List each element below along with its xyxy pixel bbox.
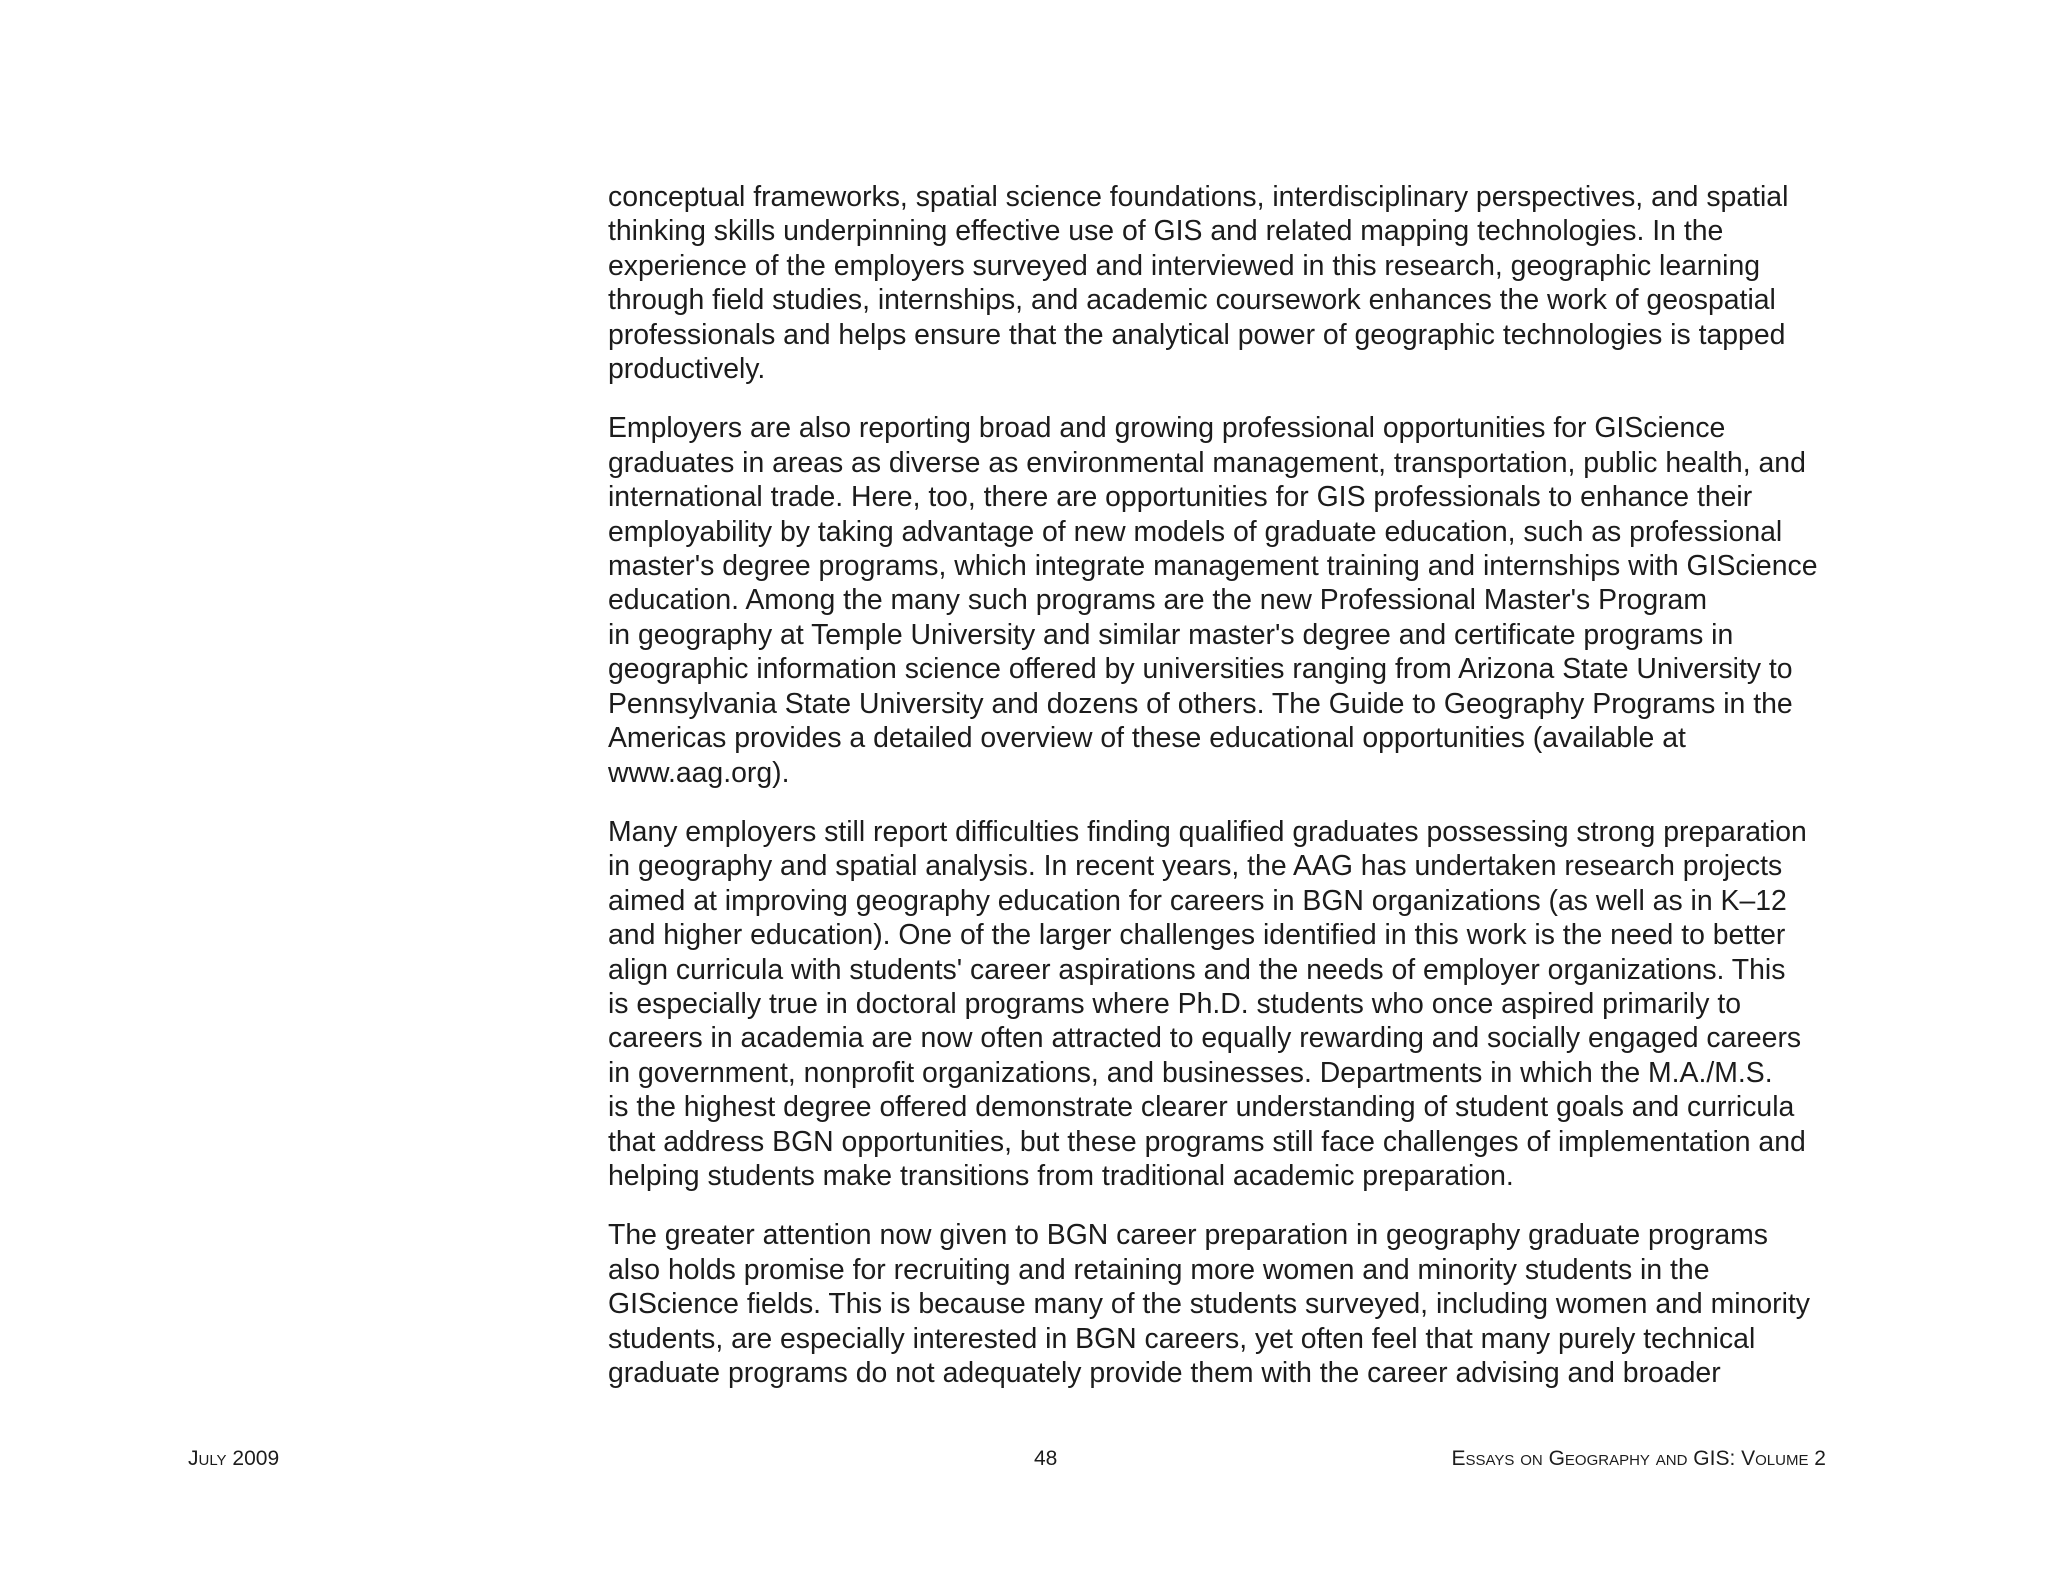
- text-line: geographic information science offered by universities ranging from Arizona State University to: [608, 653, 1793, 686]
- text-line: align curricula with students' career aspirations and the needs of employer organizations. This: [608, 953, 1786, 986]
- text-line: students, are especially interested in BGN careers, yet often feel that many purely technical: [608, 1322, 1756, 1355]
- text-line: professionals and helps ensure that the analytical power of geographic technologies is tapped: [608, 318, 1786, 351]
- text-line: Employers are also reporting broad and growing professional opportunities for GIScience: [608, 412, 1726, 445]
- text-line: in government, nonprofit organizations, and businesses. Departments in which the M.A./M.S.: [608, 1056, 1773, 1089]
- text-line: master's degree programs, which integrate management training and internships with GIScience: [608, 550, 1818, 583]
- page-number: 48: [1034, 1447, 1058, 1470]
- paragraph-4: [608, 1218, 1836, 1390]
- text-line: www.aag.org).: [608, 756, 790, 789]
- text-line: in geography and spatial analysis. In recent years, the AAG has undertaken research projects: [608, 850, 1783, 883]
- text-line: Many employers still report difficulties finding qualified graduates possessing strong preparation: [608, 815, 1807, 848]
- text-line: graduates in areas as diverse as environmental management, transportation, public health, and: [608, 446, 1806, 479]
- text-line: and higher education). One of the larger challenges identified in this work is the need to better: [608, 919, 1786, 952]
- text-line: that address BGN opportunities, but these programs still face challenges of implementation and: [608, 1125, 1806, 1158]
- text-line: experience of the employers surveyed and interviewed in this research, geographic learning: [608, 249, 1761, 282]
- text-line: aimed at improving geography education for careers in BGN organizations (as well as in K–12: [608, 884, 1787, 917]
- text-line: international trade. Here, too, there are opportunities for GIS professionals to enhance their: [608, 481, 1753, 514]
- text-line: Pennsylvania State University and dozens of others. The Guide to Geography Programs in the: [608, 687, 1793, 720]
- body-text: [608, 180, 1836, 1415]
- text-line: conceptual frameworks, spatial science foundations, interdisciplinary perspectives, and spatial: [608, 181, 1789, 213]
- text-line: also holds promise for recruiting and retaining more women and minority students in the: [608, 1253, 1710, 1286]
- text-line: thinking skills underpinning effective use of GIS and related mapping technologies. In the: [608, 215, 1724, 248]
- text-line: is the highest degree offered demonstrate clearer understanding of student goals and curricula: [608, 1091, 1795, 1124]
- text-line: is especially true in doctoral programs where Ph.D. students who once aspired primarily to: [608, 987, 1741, 1020]
- text-line: education. Among the many such programs are the new Professional Master's Program: [608, 584, 1707, 617]
- text-line: productively.: [608, 353, 766, 386]
- text-line: GIScience fields. This is because many of the students surveyed, including women and minority: [608, 1288, 1810, 1321]
- text-line: in geography at Temple University and similar master's degree and certificate programs in: [608, 618, 1734, 651]
- text-line: The greater attention now given to BGN career preparation in geography graduate programs: [608, 1219, 1768, 1252]
- paragraph-3: [608, 815, 1836, 1193]
- text-line: graduate programs do not adequately provide them with the career advising and broader: [608, 1357, 1721, 1389]
- text-line: through field studies, internships, and academic coursework enhances the work of geospatial: [608, 284, 1776, 317]
- text-line: employability by taking advantage of new models of graduate education, such as professional: [608, 515, 1783, 548]
- text-line: helping students make transitions from traditional academic preparation.: [608, 1159, 1514, 1192]
- paragraph-2: [608, 411, 1836, 789]
- text-line: careers in academia are now often attracted to equally rewarding and socially engaged careers: [608, 1022, 1802, 1055]
- footer-publication-title: Essays on Geography and GIS: Volume 2: [1451, 1447, 1826, 1470]
- paragraph-1: [608, 180, 1836, 386]
- text-line: Americas provides a detailed overview of these educational opportunities (available at: [608, 722, 1686, 755]
- footer-date: July 2009: [188, 1447, 280, 1470]
